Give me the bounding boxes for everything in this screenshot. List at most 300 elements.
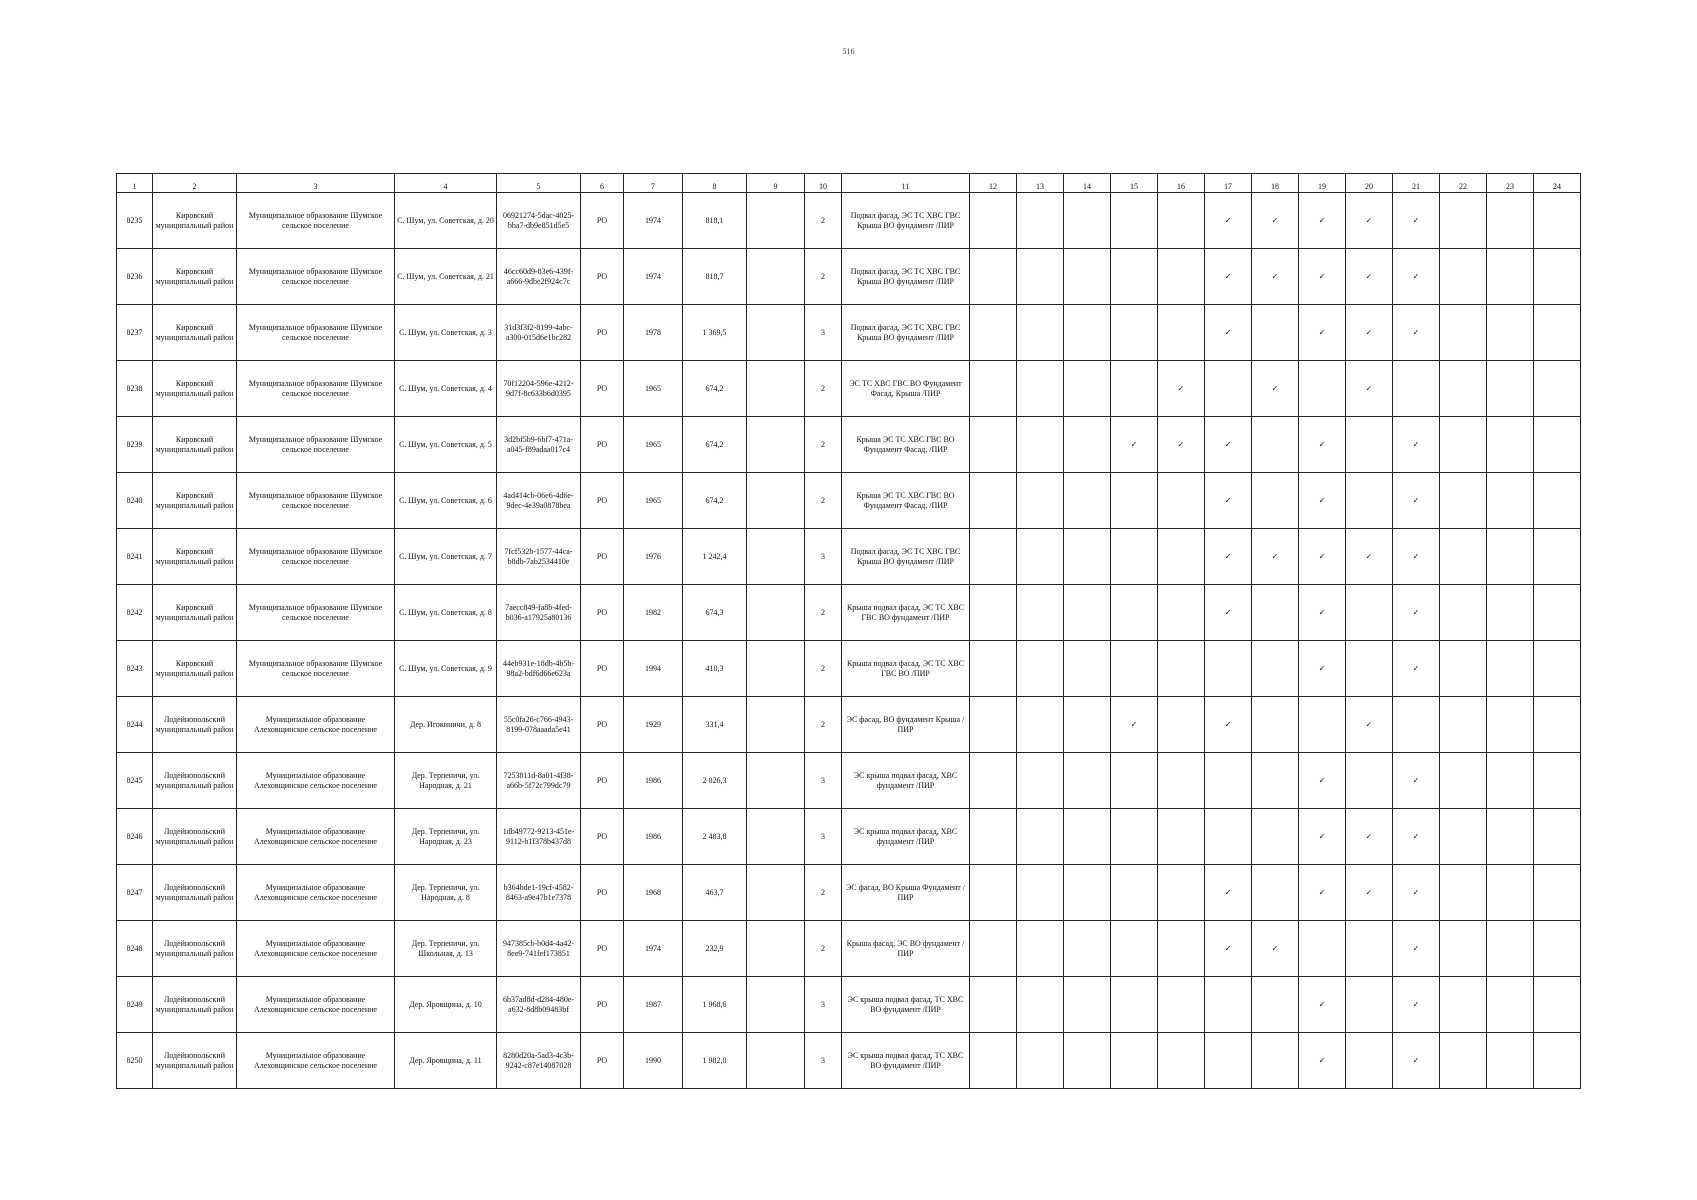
empty-cell [1440, 585, 1487, 641]
empty-cell [970, 753, 1017, 809]
empty-cell [970, 977, 1017, 1033]
check-mark-icon: ✓ [1346, 809, 1393, 865]
address-cell: С. Шум, ул. Советская, д. 21 [395, 249, 497, 305]
check-mark-icon: ✓ [1393, 865, 1440, 921]
column-10-cell: 3 [805, 1033, 842, 1089]
column-10-cell: 2 [805, 417, 842, 473]
empty-cell [1158, 249, 1205, 305]
area-cell: 1 242,4 [683, 529, 747, 585]
empty-cell [1534, 585, 1581, 641]
empty-cell [1064, 1033, 1111, 1089]
municipality-cell: Муниципальное образование Шумское сельское поселение [237, 641, 395, 697]
works-list-cell: Подвал фасад, ЭС ТС ХВС ГВС Крыша ВО фундамент /ПИР [842, 529, 970, 585]
year-cell: 1982 [624, 585, 683, 641]
column-header-21: 21 [1393, 174, 1440, 193]
municipality-cell: Муниципальное образование Алеховщинское сельское поселение [237, 753, 395, 809]
empty-cell [1440, 249, 1487, 305]
year-cell: 1974 [624, 249, 683, 305]
column-header-6: 6 [581, 174, 624, 193]
empty-cell [1064, 249, 1111, 305]
check-mark-icon: ✓ [1205, 697, 1252, 753]
check-mark-icon: ✓ [1299, 529, 1346, 585]
empty-cell [1111, 529, 1158, 585]
area-cell: 463,7 [683, 865, 747, 921]
empty-cell [1346, 417, 1393, 473]
building-code-cell: 31d3f3f2-8199-4abc-a300-015d6e1bc282 [497, 305, 581, 361]
check-mark-icon: ✓ [1346, 697, 1393, 753]
empty-cell [1205, 361, 1252, 417]
empty-cell [1064, 529, 1111, 585]
empty-cell [970, 1033, 1017, 1089]
works-list-cell: ЭС фасад, ВО Крыша Фундамент /ПИР [842, 865, 970, 921]
empty-cell [1252, 865, 1299, 921]
address-cell: С. Шум, ул. Советская, д. 4 [395, 361, 497, 417]
row-number-cell: 8235 [117, 193, 153, 249]
empty-cell [1111, 753, 1158, 809]
empty-cell [1534, 193, 1581, 249]
check-mark-icon: ✓ [1299, 1033, 1346, 1089]
empty-cell [1487, 585, 1534, 641]
type-cell: РО [581, 249, 624, 305]
type-cell: РО [581, 585, 624, 641]
area-cell: 331,4 [683, 697, 747, 753]
address-cell: Дер. Терпеничи, ул. Школьная, д. 13 [395, 921, 497, 977]
column-header-16: 16 [1158, 174, 1205, 193]
empty-cell [1205, 1033, 1252, 1089]
empty-cell [1017, 1033, 1064, 1089]
column-9-cell [747, 865, 805, 921]
empty-cell [1534, 529, 1581, 585]
empty-cell [1158, 753, 1205, 809]
building-code-cell: 44eb931e-18db-4b5b-98a2-bdf6d66e623a [497, 641, 581, 697]
empty-cell [970, 249, 1017, 305]
column-10-cell: 3 [805, 305, 842, 361]
check-mark-icon: ✓ [1393, 249, 1440, 305]
empty-cell [1487, 361, 1534, 417]
empty-cell [1440, 865, 1487, 921]
empty-cell [1017, 697, 1064, 753]
year-cell: 1974 [624, 921, 683, 977]
column-header-3: 3 [237, 174, 395, 193]
area-cell: 818,7 [683, 249, 747, 305]
empty-cell [1252, 977, 1299, 1033]
empty-cell [1440, 193, 1487, 249]
empty-cell [1440, 921, 1487, 977]
empty-cell [1299, 697, 1346, 753]
empty-cell [1440, 305, 1487, 361]
column-10-cell: 2 [805, 921, 842, 977]
empty-cell [1064, 921, 1111, 977]
check-mark-icon: ✓ [1158, 361, 1205, 417]
column-9-cell [747, 305, 805, 361]
year-cell: 1974 [624, 193, 683, 249]
empty-cell [1111, 193, 1158, 249]
empty-cell [1252, 753, 1299, 809]
check-mark-icon: ✓ [1252, 249, 1299, 305]
empty-cell [1252, 305, 1299, 361]
column-9-cell [747, 417, 805, 473]
empty-cell [1487, 809, 1534, 865]
empty-cell [1393, 697, 1440, 753]
empty-cell [1534, 417, 1581, 473]
area-cell: 410,3 [683, 641, 747, 697]
row-number-cell: 8247 [117, 865, 153, 921]
empty-cell [1487, 249, 1534, 305]
check-mark-icon: ✓ [1205, 473, 1252, 529]
district-cell: Лодейнопольский муниципальный район [153, 865, 237, 921]
empty-cell [1158, 697, 1205, 753]
column-header-5: 5 [497, 174, 581, 193]
check-mark-icon: ✓ [1346, 361, 1393, 417]
column-10-cell: 3 [805, 977, 842, 1033]
district-cell: Лодейнопольский муниципальный район [153, 921, 237, 977]
municipality-cell: Муниципальное образование Шумское сельское поселение [237, 529, 395, 585]
empty-cell [1534, 249, 1581, 305]
empty-cell [1346, 473, 1393, 529]
building-code-cell: 7253811d-8a01-4f38-a66b-5f72c799dc79 [497, 753, 581, 809]
column-10-cell: 2 [805, 865, 842, 921]
column-10-cell: 3 [805, 809, 842, 865]
empty-cell [1346, 585, 1393, 641]
area-cell: 818,1 [683, 193, 747, 249]
empty-cell [1064, 753, 1111, 809]
works-list-cell: ЭС крыша подвал фасад, ХВС фундамент /ПИР [842, 809, 970, 865]
column-header-17: 17 [1205, 174, 1252, 193]
type-cell: РО [581, 473, 624, 529]
works-list-cell: Подвал фасад, ЭС ТС ХВС ГВС Крыша ВО фундамент /ПИР [842, 249, 970, 305]
empty-cell [1440, 697, 1487, 753]
check-mark-icon: ✓ [1393, 193, 1440, 249]
column-header-23: 23 [1487, 174, 1534, 193]
municipality-cell: Муниципальное образование Шумское сельское поселение [237, 305, 395, 361]
column-10-cell: 2 [805, 641, 842, 697]
check-mark-icon: ✓ [1299, 641, 1346, 697]
check-mark-icon: ✓ [1299, 585, 1346, 641]
municipality-cell: Муниципальное образование Алеховщинское сельское поселение [237, 865, 395, 921]
address-cell: С. Шум, ул. Советская, д. 20 [395, 193, 497, 249]
address-cell: С. Шум, ул. Советская, д. 5 [395, 417, 497, 473]
municipality-cell: Муниципальное образование Шумское сельское поселение [237, 249, 395, 305]
empty-cell [1534, 921, 1581, 977]
empty-cell [1487, 697, 1534, 753]
empty-cell [1487, 865, 1534, 921]
column-10-cell: 3 [805, 753, 842, 809]
building-code-cell: 947385cb-b0d4-4a42-8ee9-741fef173851 [497, 921, 581, 977]
empty-cell [1299, 921, 1346, 977]
type-cell: РО [581, 753, 624, 809]
empty-cell [970, 305, 1017, 361]
check-mark-icon: ✓ [1299, 249, 1346, 305]
address-cell: С. Шум, ул. Советская, д. 8 [395, 585, 497, 641]
empty-cell [1440, 641, 1487, 697]
check-mark-icon: ✓ [1299, 753, 1346, 809]
table-row [117, 417, 1581, 473]
building-code-cell: b364bde1-19cf-4582-8463-a9e47b1e7378 [497, 865, 581, 921]
column-header-7: 7 [624, 174, 683, 193]
column-header-13: 13 [1017, 174, 1064, 193]
empty-cell [1064, 305, 1111, 361]
municipality-cell: Муниципальное образование Шумское сельское поселение [237, 193, 395, 249]
check-mark-icon: ✓ [1205, 865, 1252, 921]
check-mark-icon: ✓ [1393, 473, 1440, 529]
check-mark-icon: ✓ [1252, 529, 1299, 585]
district-cell: Кировский муниципальный район [153, 305, 237, 361]
year-cell: 1990 [624, 1033, 683, 1089]
check-mark-icon: ✓ [1205, 249, 1252, 305]
table-row [117, 305, 1581, 361]
column-9-cell [747, 921, 805, 977]
empty-cell [1064, 417, 1111, 473]
column-header-12: 12 [970, 174, 1017, 193]
check-mark-icon: ✓ [1393, 809, 1440, 865]
building-code-cell: 7fcf532b-1577-44ca-b8db-7ab2534410e [497, 529, 581, 585]
address-cell: С. Шум, ул. Советская, д. 7 [395, 529, 497, 585]
empty-cell [1534, 305, 1581, 361]
check-mark-icon: ✓ [1346, 249, 1393, 305]
year-cell: 1978 [624, 305, 683, 361]
area-cell: 674,2 [683, 361, 747, 417]
column-header-9: 9 [747, 174, 805, 193]
empty-cell [1205, 809, 1252, 865]
column-header-10: 10 [805, 174, 842, 193]
empty-cell [1534, 809, 1581, 865]
column-9-cell [747, 529, 805, 585]
empty-cell [1346, 977, 1393, 1033]
check-mark-icon: ✓ [1205, 305, 1252, 361]
column-10-cell: 2 [805, 697, 842, 753]
municipality-cell: Муниципальное образование Шумское сельское поселение [237, 361, 395, 417]
year-cell: 1965 [624, 473, 683, 529]
row-number-cell: 8238 [117, 361, 153, 417]
row-number-cell: 8237 [117, 305, 153, 361]
column-header-4: 4 [395, 174, 497, 193]
empty-cell [1534, 753, 1581, 809]
check-mark-icon: ✓ [1252, 921, 1299, 977]
check-mark-icon: ✓ [1393, 753, 1440, 809]
empty-cell [1252, 585, 1299, 641]
area-cell: 2 026,3 [683, 753, 747, 809]
empty-cell [1252, 417, 1299, 473]
empty-cell [1111, 641, 1158, 697]
column-header-18: 18 [1252, 174, 1299, 193]
empty-cell [1487, 417, 1534, 473]
check-mark-icon: ✓ [1393, 417, 1440, 473]
check-mark-icon: ✓ [1205, 193, 1252, 249]
empty-cell [970, 529, 1017, 585]
check-mark-icon: ✓ [1299, 473, 1346, 529]
empty-cell [1111, 809, 1158, 865]
empty-cell [1111, 585, 1158, 641]
empty-cell [1017, 361, 1064, 417]
empty-cell [1487, 921, 1534, 977]
check-mark-icon: ✓ [1346, 193, 1393, 249]
empty-cell [970, 697, 1017, 753]
column-header-20: 20 [1346, 174, 1393, 193]
row-number-cell: 8242 [117, 585, 153, 641]
works-list-cell: Крыша ЭС ТС ХВС ГВС ВО Фундамент Фасад, /ПИР [842, 473, 970, 529]
building-code-cell: 7aecc849-fa8b-4fed-b036-a17925a80136 [497, 585, 581, 641]
empty-cell [1017, 753, 1064, 809]
table-row [117, 585, 1581, 641]
empty-cell [1487, 977, 1534, 1033]
empty-cell [1299, 361, 1346, 417]
type-cell: РО [581, 361, 624, 417]
empty-cell [1534, 977, 1581, 1033]
building-code-cell: 46cc60d9-83e6-439f-a666-9dbe2f924c7c [497, 249, 581, 305]
type-cell: РО [581, 417, 624, 473]
district-cell: Кировский муниципальный район [153, 249, 237, 305]
check-mark-icon: ✓ [1205, 921, 1252, 977]
municipality-cell: Муниципальное образование Алеховщинское сельское поселение [237, 977, 395, 1033]
empty-cell [1440, 977, 1487, 1033]
empty-cell [1111, 977, 1158, 1033]
works-list-cell: ЭС крыша подвал фасад, ТС ХВС ВО фундамент /ПИР [842, 977, 970, 1033]
empty-cell [1205, 977, 1252, 1033]
empty-cell [970, 641, 1017, 697]
type-cell: РО [581, 809, 624, 865]
check-mark-icon: ✓ [1299, 865, 1346, 921]
check-mark-icon: ✓ [1346, 305, 1393, 361]
empty-cell [1346, 921, 1393, 977]
empty-cell [1017, 417, 1064, 473]
empty-cell [1111, 921, 1158, 977]
type-cell: РО [581, 641, 624, 697]
empty-cell [1064, 865, 1111, 921]
check-mark-icon: ✓ [1299, 417, 1346, 473]
column-10-cell: 2 [805, 361, 842, 417]
row-number-cell: 8248 [117, 921, 153, 977]
district-cell: Лодейнопольский муниципальный район [153, 1033, 237, 1089]
empty-cell [1017, 529, 1064, 585]
empty-cell [1158, 193, 1205, 249]
works-list-cell: Подвал фасад, ЭС ТС ХВС ГВС Крыша ВО фундамент /ПИР [842, 305, 970, 361]
empty-cell [1017, 193, 1064, 249]
row-number-cell: 8249 [117, 977, 153, 1033]
year-cell: 1987 [624, 977, 683, 1033]
empty-cell [1017, 473, 1064, 529]
table-row [117, 361, 1581, 417]
works-list-cell: ЭС фасад, ВО фундамент Крыша /ПИР [842, 697, 970, 753]
check-mark-icon: ✓ [1252, 361, 1299, 417]
empty-cell [1158, 585, 1205, 641]
works-list-cell: ЭС крыша подвал фасад, ТС ХВС ВО фундамент /ПИР [842, 1033, 970, 1089]
works-list-cell: Подвал фасад, ЭС ТС ХВС ГВС Крыша ВО фундамент /ПИР [842, 193, 970, 249]
empty-cell [1205, 641, 1252, 697]
district-cell: Лодейнопольский муниципальный район [153, 977, 237, 1033]
check-mark-icon: ✓ [1299, 977, 1346, 1033]
municipality-cell: Муниципальное образование Алеховщинское сельское поселение [237, 921, 395, 977]
district-cell: Лодейнопольский муниципальный район [153, 809, 237, 865]
type-cell: РО [581, 305, 624, 361]
table-row [117, 753, 1581, 809]
type-cell: РО [581, 193, 624, 249]
empty-cell [1487, 529, 1534, 585]
empty-cell [1487, 473, 1534, 529]
column-header-22: 22 [1440, 174, 1487, 193]
check-mark-icon: ✓ [1299, 193, 1346, 249]
empty-cell [1393, 361, 1440, 417]
empty-cell [1158, 641, 1205, 697]
address-cell: Дер. Яровщина, д. 11 [395, 1033, 497, 1089]
empty-cell [1487, 305, 1534, 361]
empty-cell [1346, 753, 1393, 809]
empty-cell [1158, 529, 1205, 585]
address-cell: Дер. Терпеничи, ул. Народная, д. 23 [395, 809, 497, 865]
empty-cell [1346, 1033, 1393, 1089]
empty-cell [1205, 753, 1252, 809]
empty-cell [1534, 361, 1581, 417]
type-cell: РО [581, 921, 624, 977]
municipality-cell: Муниципальное образование Алеховщинское сельское поселение [237, 697, 395, 753]
column-9-cell [747, 1033, 805, 1089]
empty-cell [970, 865, 1017, 921]
type-cell: РО [581, 529, 624, 585]
column-9-cell [747, 585, 805, 641]
address-cell: С. Шум, ул. Советская, д. 3 [395, 305, 497, 361]
building-code-cell: 6b37ad8d-d284-480e-a632-8d8b09483bf [497, 977, 581, 1033]
empty-cell [1440, 417, 1487, 473]
empty-cell [1017, 809, 1064, 865]
empty-cell [970, 361, 1017, 417]
empty-cell [1534, 697, 1581, 753]
municipality-cell: Муниципальное образование Шумское сельское поселение [237, 585, 395, 641]
column-9-cell [747, 753, 805, 809]
type-cell: РО [581, 697, 624, 753]
address-cell: Дер. Яровщина, д. 10 [395, 977, 497, 1033]
column-9-cell [747, 641, 805, 697]
table-row [117, 473, 1581, 529]
check-mark-icon: ✓ [1393, 585, 1440, 641]
check-mark-icon: ✓ [1252, 193, 1299, 249]
check-mark-icon: ✓ [1299, 305, 1346, 361]
empty-cell [1017, 641, 1064, 697]
column-header-24: 24 [1534, 174, 1581, 193]
area-cell: 674,2 [683, 417, 747, 473]
column-header-8: 8 [683, 174, 747, 193]
row-number-cell: 8239 [117, 417, 153, 473]
page-number: 516 [842, 47, 855, 56]
area-cell: 1 369,5 [683, 305, 747, 361]
empty-cell [1487, 1033, 1534, 1089]
empty-cell [970, 417, 1017, 473]
municipality-cell: Муниципальное образование Алеховщинское сельское поселение [237, 1033, 395, 1089]
empty-cell [1440, 753, 1487, 809]
building-code-cell: 4ad414cb-06e6-4d6e-9dec-4e39a0878bea [497, 473, 581, 529]
district-cell: Кировский муниципальный район [153, 193, 237, 249]
check-mark-icon: ✓ [1205, 417, 1252, 473]
district-cell: Кировский муниципальный район [153, 585, 237, 641]
empty-cell [1440, 473, 1487, 529]
empty-cell [1064, 585, 1111, 641]
empty-cell [1158, 977, 1205, 1033]
empty-cell [1346, 641, 1393, 697]
municipality-cell: Муниципальное образование Шумское сельское поселение [237, 473, 395, 529]
column-header-1: 1 [117, 174, 153, 193]
year-cell: 1986 [624, 753, 683, 809]
table-row [117, 809, 1581, 865]
empty-cell [1017, 305, 1064, 361]
table-row [117, 529, 1581, 585]
column-9-cell [747, 249, 805, 305]
column-9-cell [747, 697, 805, 753]
row-number-cell: 8244 [117, 697, 153, 753]
check-mark-icon: ✓ [1393, 529, 1440, 585]
column-header-11: 11 [842, 174, 970, 193]
year-cell: 1976 [624, 529, 683, 585]
empty-cell [1440, 809, 1487, 865]
table-row [117, 921, 1581, 977]
row-number-cell: 8245 [117, 753, 153, 809]
